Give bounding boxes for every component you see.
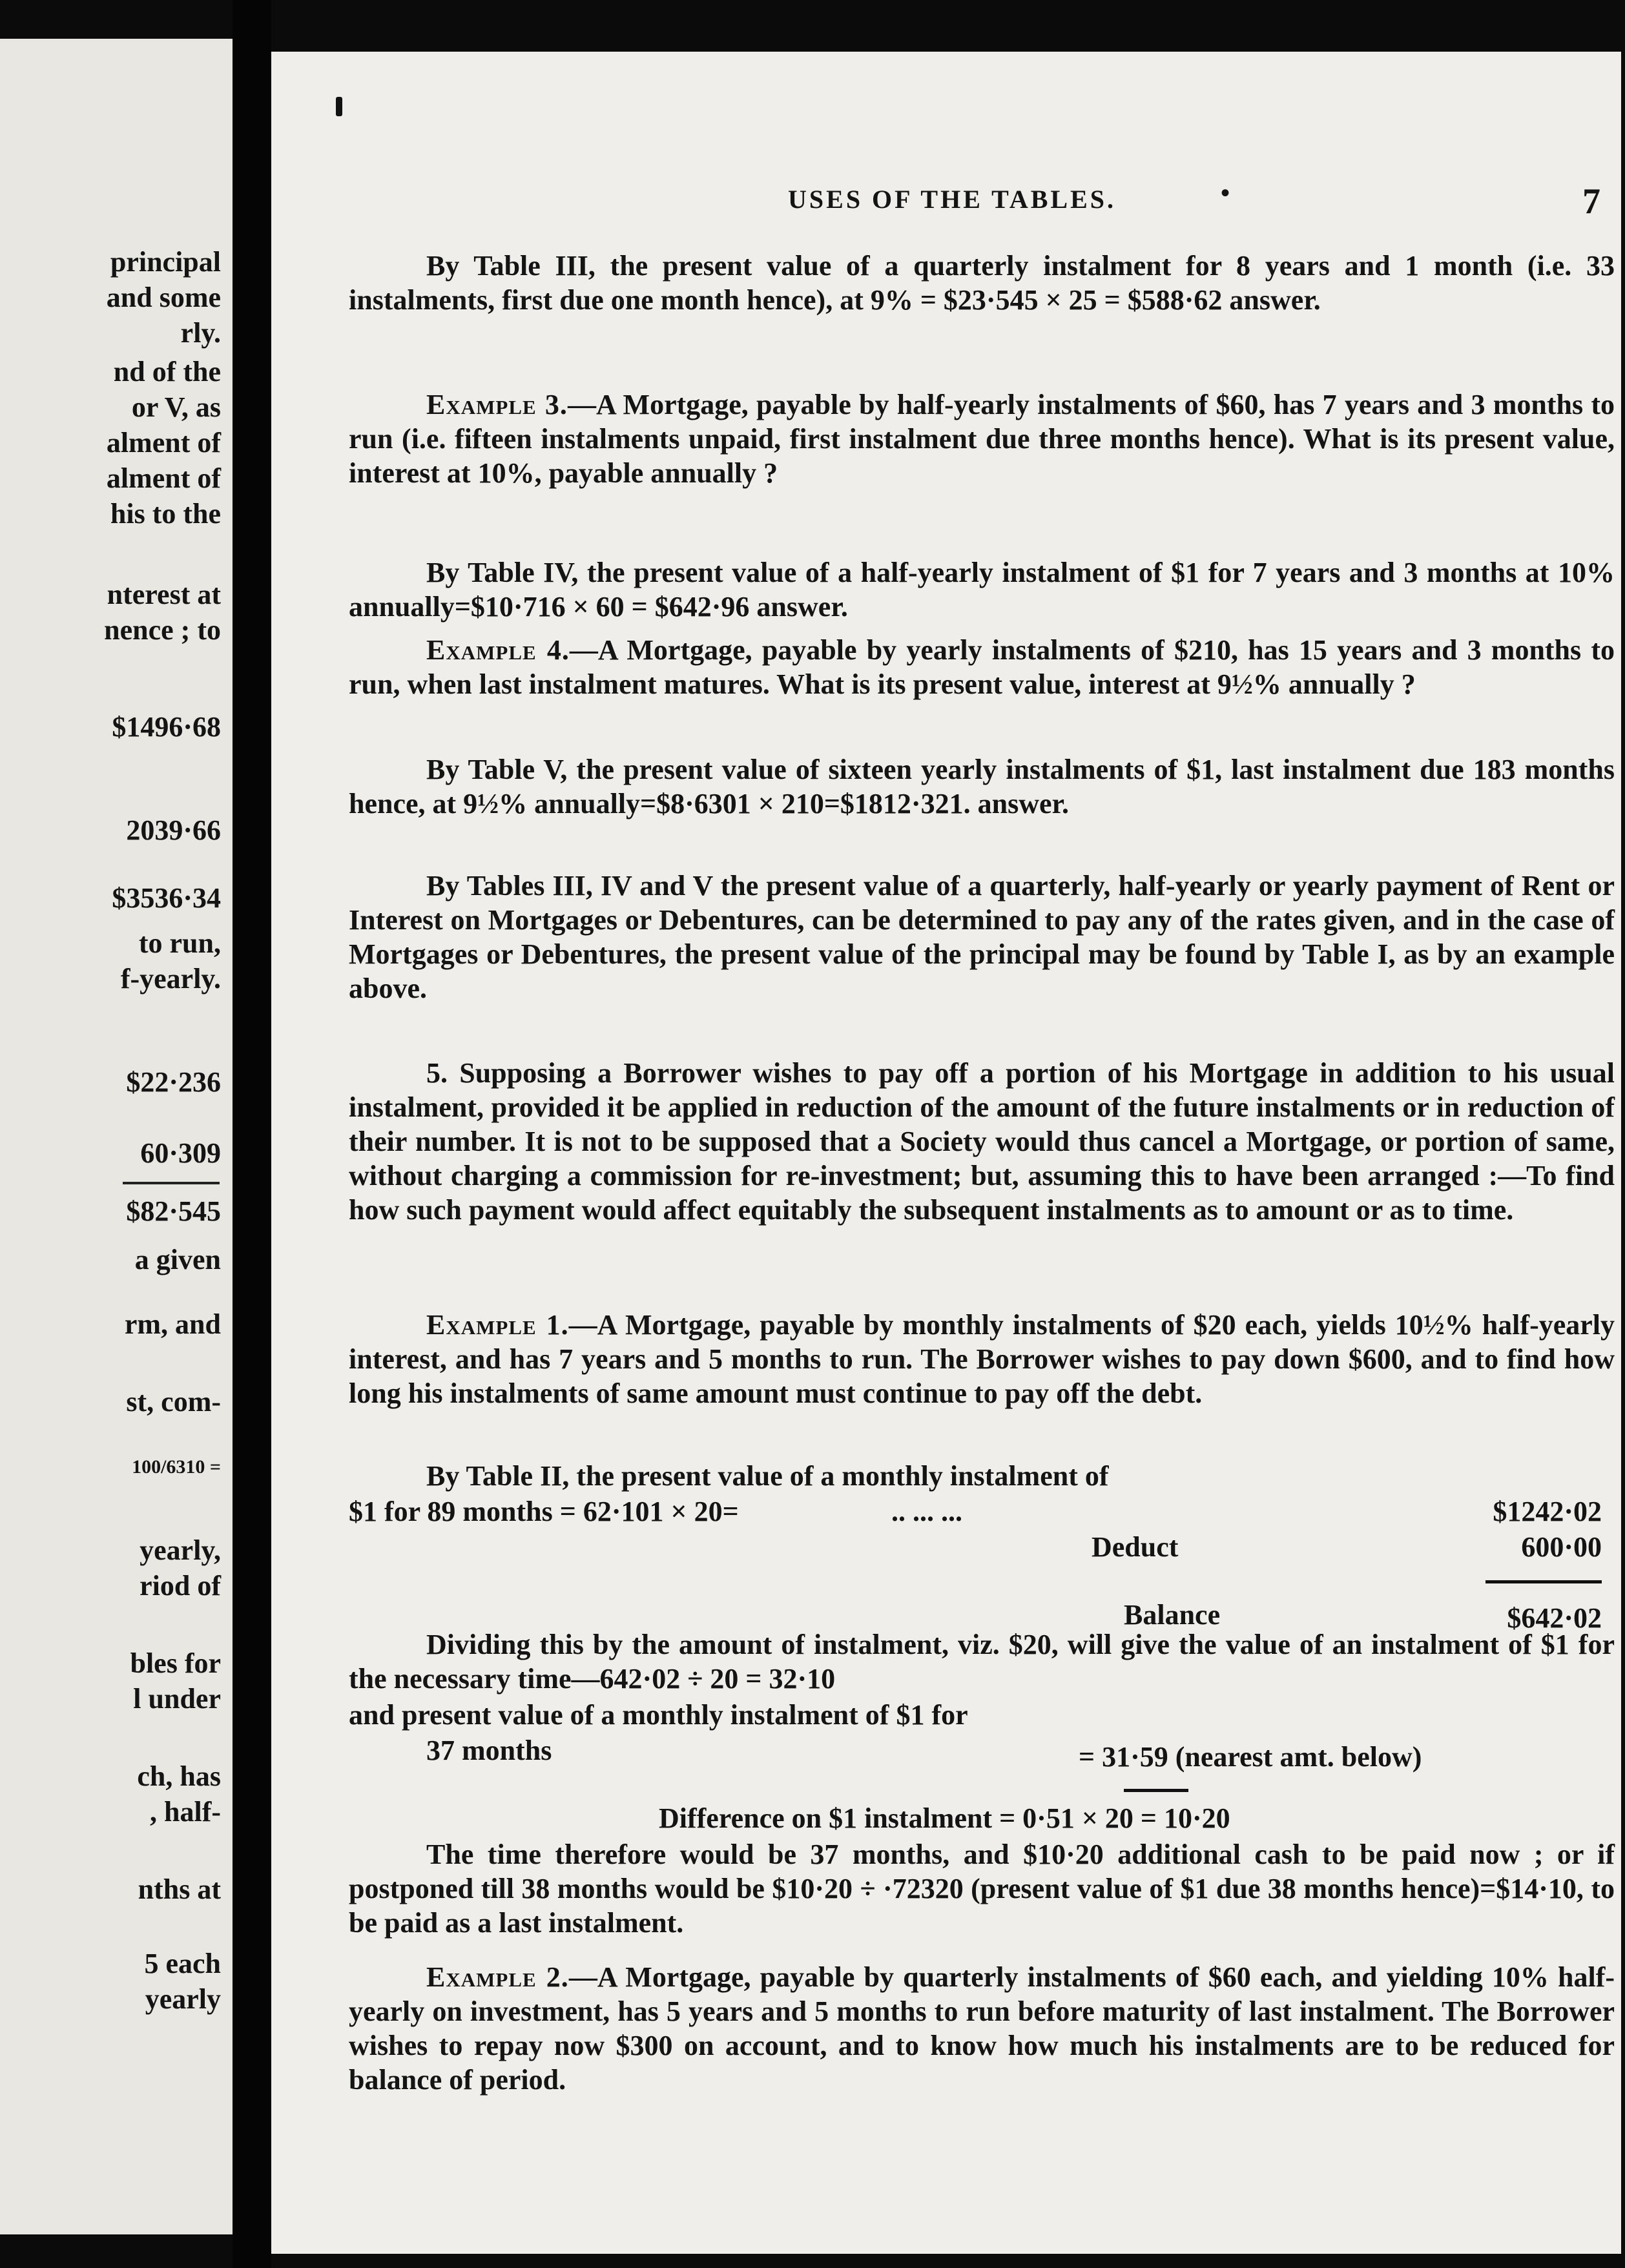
left-fragment: st, com-	[126, 1386, 221, 1418]
left-fragment: rm, and	[124, 1308, 221, 1340]
deduct-label: Deduct	[1092, 1531, 1179, 1563]
left-fragment: or V, as	[131, 391, 221, 423]
left-fragment: $3536·34	[112, 882, 221, 914]
left-fragment: yearly,	[140, 1534, 221, 1566]
left-fragment: , half-	[150, 1796, 221, 1828]
book-page	[271, 52, 1621, 2254]
calc-result: = 31·59 (nearest amt. below)	[1079, 1741, 1422, 1773]
left-fragment: alment of	[106, 462, 221, 494]
example-heading: Example 1.	[426, 1309, 569, 1341]
calc-line-1: By Table II, the present value of a monthly instalment of	[426, 1460, 1109, 1492]
calc-dots: .. ... ...	[891, 1496, 962, 1527]
left-fragment: nd of the	[113, 356, 221, 387]
left-fragment: l under	[133, 1683, 221, 1715]
difference-rule	[1124, 1789, 1188, 1792]
left-fragment: 5 each	[144, 1948, 221, 1979]
left-fragment: $22·236	[126, 1066, 221, 1098]
left-fragment: nterest at	[107, 579, 221, 610]
header-mark: •	[1221, 178, 1230, 207]
ink-mark	[336, 97, 342, 116]
example-heading: Example 3.	[426, 389, 568, 420]
left-fragment: to run,	[138, 927, 221, 959]
left-fragment: riod of	[140, 1570, 221, 1602]
left-fragment: nths at	[138, 1873, 221, 1905]
left-fragment: alment of	[106, 427, 221, 459]
section-number: 5.	[426, 1057, 448, 1089]
paragraph-table-iv: By Table IV, the present value of a half-yearly instalment of $1 for 7 years and 3 months at 10% annually=$10·716 × 60 = $642·96 answer.	[349, 557, 1615, 623]
left-fragment: principal	[110, 246, 221, 278]
left-fragment: 100/6310 =	[132, 1456, 221, 1478]
left-fragment: $1496·68	[112, 711, 221, 743]
paragraph-section-5: 5. Supposing a Borrower wishes to pay off a portion of his Mortgage in addition to his usual instalment, provided it be applied in reduction of the amount of the future instalments or in reduction of their number. It is not to be supposed that a Society would thus cancel a Mortgage, or portion of same, without charging a commission for re-investment; but, assuming this to have been arranged :—To find how such payment would affect equitably the subsequent instalments as to amount or as to time.	[349, 1057, 1615, 1226]
left-fragment: and some	[106, 282, 221, 313]
left-fragment: nence ; to	[104, 614, 221, 646]
calc-line-4: 37 months	[426, 1735, 552, 1766]
paragraph-dividing: Dividing this by the amount of instalment, viz. $20, will give the value of an instalment of $1 for the necessary time—642·02 ÷ 20 = 32·10	[349, 1629, 1615, 1695]
paragraph-tables-summary: By Tables III, IV and V the present value of a quarterly, half-yearly or yearly payment of Rent or Interest on Mortgages or Debentures, can be determined to pay any of the rates given, and in the case of Mortgages or Debentures, the present value of the principal may be found by Table I, as by an example above.	[349, 870, 1615, 1004]
paragraph-table-iii: By Table III, the present value of a quarterly instalment for 8 years and 1 month (i.e. 33 instalments, first due one month hence), at 9% = $23·545 × 25 = $588·62 answer.	[349, 250, 1615, 316]
example-heading: Example 2.	[426, 1961, 569, 1993]
left-fragment: rly.	[180, 317, 221, 349]
calc-line-2: $1 for 89 months = 62·101 × 20=	[349, 1496, 739, 1527]
sum-rule	[1485, 1580, 1602, 1583]
left-fragment: ch, has	[137, 1760, 221, 1792]
left-fragment: bles for	[130, 1647, 221, 1679]
left-fragment: a given	[134, 1244, 221, 1275]
paragraph-example-2: Example 2.—A Mortgage, payable by quarterly instalments of $60 each, and yielding 10% half-yearly on investment, has 5 years and 5 months to run before maturity of last instalment. The Borrower wishes to repay now $300 on account, and to know how much his instalments are to be reduced for balance of period.	[349, 1961, 1615, 2096]
difference-line: Difference on $1 instalment = 0·51 × 20 = 10·20	[659, 1802, 1230, 1834]
amount-balance: $642·02	[1507, 1602, 1602, 1634]
left-fragment: $82·545	[126, 1195, 221, 1227]
amount-deduct: 600·00	[1521, 1531, 1602, 1563]
previous-page-strip	[0, 39, 233, 2234]
left-fragment: 60·309	[140, 1137, 221, 1169]
left-fragment: 2039·66	[126, 814, 221, 846]
left-rule	[123, 1182, 220, 1184]
balance-label: Balance	[1124, 1599, 1221, 1631]
left-fragment: f-yearly.	[120, 963, 221, 995]
page-number: 7	[1582, 181, 1600, 222]
paragraph-table-v: By Table V, the present value of sixteen yearly instalments of $1, last instalment due 183 months hence, at 9½% annually=$8·6301 × 210=$1812·321. answer.	[349, 754, 1615, 820]
amount-total: $1242·02	[1493, 1496, 1602, 1527]
paragraph-example-1: Example 1.—A Mortgage, payable by monthly instalments of $20 each, yields 10½% half-yearly interest, and has 7 years and 5 months to run. The Borrower wishes to pay down $600, and to find how long his instalments of same amount must continue to pay off the debt.	[349, 1309, 1615, 1409]
paragraph-example-3: Example 3.—A Mortgage, payable by half-yearly instalments of $60, has 7 years and 3 months to run (i.e. fifteen instalments unpaid, first instalment due three months hence). What is its present value, interest at 10%, payable annually ?	[349, 389, 1615, 489]
book-gutter	[233, 0, 271, 2268]
left-fragment: yearly	[145, 1983, 221, 2015]
paragraph-time-therefore: The time therefore would be 37 months, and $10·20 additional cash to be paid now ; or if postponed till 38 months would be $10·20 ÷ ·72320 (present value of $1 due 38 months hence)=$14·10, to be paid as a last instalment.	[349, 1839, 1615, 1939]
example-heading: Example 4.	[426, 634, 570, 666]
running-header: USES OF THE TABLES.	[788, 185, 1117, 214]
calc-line-3: and present value of a monthly instalment of $1 for	[349, 1699, 968, 1731]
paragraph-example-4: Example 4.—A Mortgage, payable by yearly instalments of $210, has 15 years and 3 months to run, when last instalment matures. What is its present value, interest at 9½% annually ?	[349, 634, 1615, 700]
left-fragment: his to the	[110, 498, 221, 530]
